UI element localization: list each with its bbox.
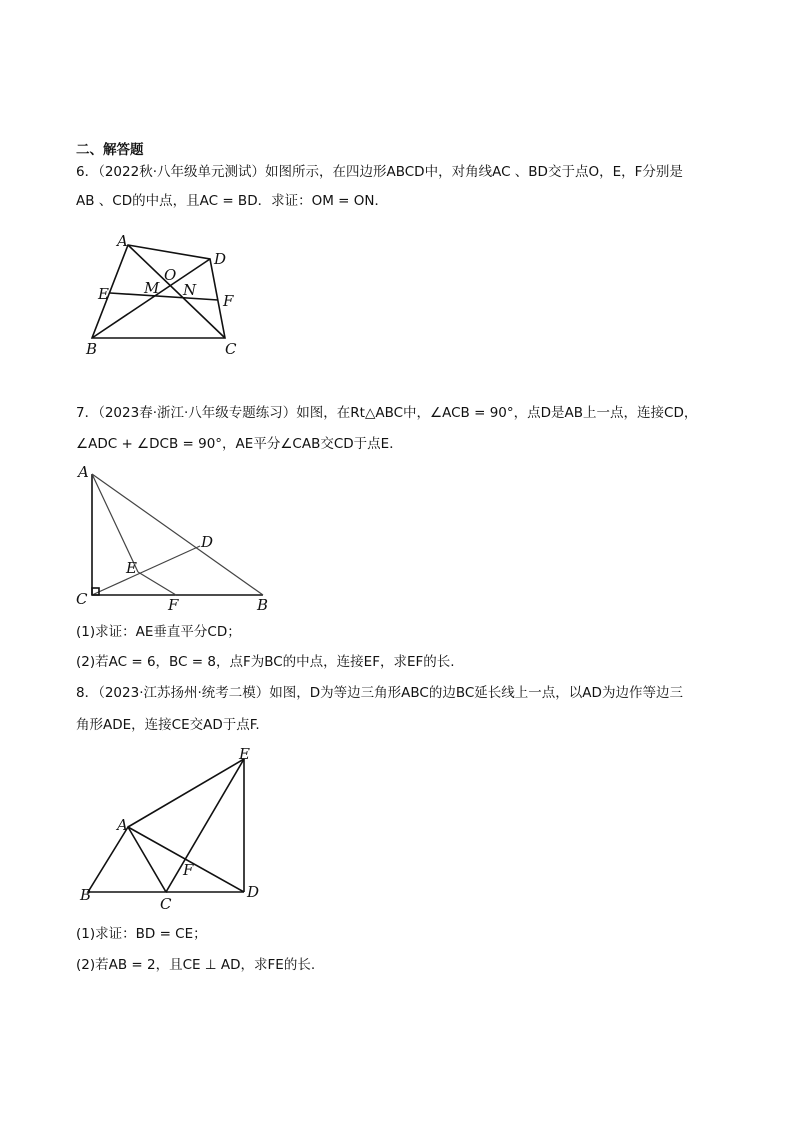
problem-7-part-2: (2)若AC = 6，BC = 8，点F为BC的中点，连接EF，求EF的长. — [76, 654, 455, 670]
figure-7-right-triangle — [70, 462, 280, 614]
label-c: C — [225, 340, 237, 358]
label-f: F — [223, 292, 234, 310]
label-f: F — [183, 861, 194, 879]
label-o: O — [164, 266, 177, 284]
label-b: B — [257, 596, 269, 614]
problem-7-line-1: 7．（2023春·浙江·八年级专题练习）如图，在Rt△ABC中，∠ACB = 90°，点D是AB上一点，连接CD， — [76, 405, 698, 421]
label-d: D — [201, 533, 214, 551]
segment-ae — [128, 759, 244, 827]
problem-7-line-2: ∠ADC + ∠DCB = 90°，AE平分∠CAB交CD于点E． — [76, 436, 403, 452]
label-b: B — [80, 886, 92, 904]
triangle-abc — [88, 827, 166, 892]
label-e: E — [126, 559, 137, 577]
section-title: 二、解答题 — [76, 142, 144, 158]
label-f: F — [168, 596, 179, 614]
label-m: M — [144, 279, 160, 297]
segment-ef — [110, 293, 218, 300]
label-c: C — [160, 895, 172, 910]
side-ab — [92, 474, 263, 595]
problem-8-part-1: (1)求证：BD = CE； — [76, 926, 207, 942]
label-e: E — [239, 745, 250, 763]
problem-8-line-2: 角形ADE，连接CE交AD于点F. — [76, 717, 260, 733]
segment-ae — [92, 474, 138, 572]
figure-6-quadrilateral — [80, 228, 250, 358]
segment-cd — [92, 546, 200, 595]
label-a: A — [117, 816, 128, 834]
label-d: D — [214, 250, 227, 268]
problem-8-part-2: (2)若AB = 2，且CE ⊥ AD，求FE的长. — [76, 957, 316, 973]
problem-8-line-1: 8．（2023·江苏扬州·统考二模）如图，D为等边三角形ABC的边BC延长线上一点，以AD为边作等边三 — [76, 685, 683, 701]
problem-6-line-1: 6．（2022秋·八年级单元测试）如图所示，在四边形ABCD中，对角线AC 、BD交于点O，E，F分别是 — [76, 164, 683, 180]
label-a: A — [78, 463, 89, 481]
label-n: N — [183, 281, 197, 299]
problem-7-part-1: (1)求证：AE垂直平分CD； — [76, 624, 241, 640]
figure-8-equilateral-triangles — [76, 745, 266, 910]
segment-ad — [128, 827, 244, 892]
label-d: D — [247, 883, 260, 901]
label-c: C — [76, 590, 88, 608]
segment-ef — [138, 572, 176, 595]
segment-ce — [166, 759, 244, 892]
problem-6-line-2: AB 、CD的中点，且AC = BD．求证：OM = ON． — [76, 193, 388, 209]
label-e: E — [98, 285, 109, 303]
label-a: A — [117, 232, 128, 250]
label-b: B — [86, 340, 98, 358]
